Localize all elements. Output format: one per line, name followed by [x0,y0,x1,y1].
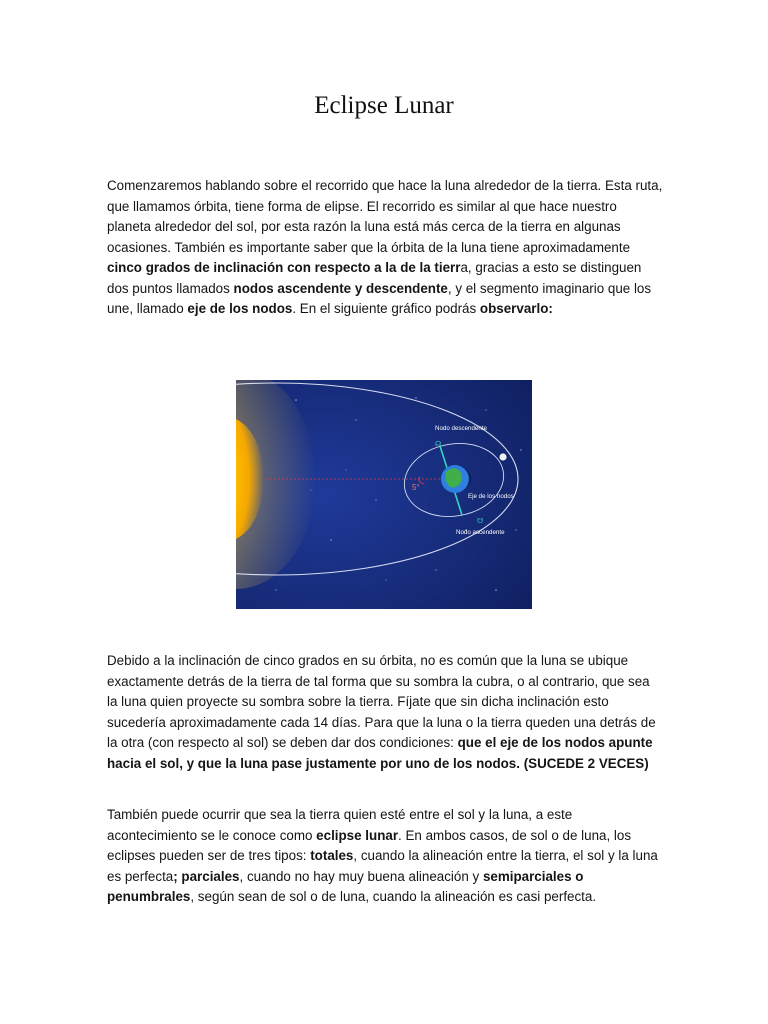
bold-text-run: nodos ascendente y descendente [233,280,448,296]
paragraph-intro [107,176,663,320]
bold-text-run: eje de los nodos [187,301,293,316]
text-run: , según sean de sol o de luna, cuando la alineación es casi perfecta. [190,889,597,904]
label-descending-node: Nodo descendente [435,425,487,432]
bold-text-run: cinco grados de inclinación con respecto a la de la tierr [107,260,461,275]
bold-text-run: eclipse lunar [316,827,399,843]
text-run: Debido a la inclinación de cinco grados en su órbita, no es común que la luna se ubique exactamente detrás de la tierra de tal forma que su sombra la cubra, o al contrario, que sea la luna quien proyecte su sombra sobre la tierra. Fíjate que sin dicha inclinación esto sucedería aproximadamente cada 14 días. Para que la luna o la tierra queden una detrás de la otra (con respecto al sol) se deben dar dos condiciones: [107,653,656,750]
text-run: . En el siguiente gráfico podrás [292,301,480,316]
label-ascending-node: Nodo ascendente [456,529,505,536]
bold-text-run: que el eje de los nodos apunte hacia el sol, y que la luna pase justamente por uno de los nodos. (SUCEDE 2 VECES) [107,735,653,771]
text-run: , y el segmento imaginario que los une, llamado [107,280,652,316]
node-symbol-descending: ☊ [435,440,442,448]
text-run: . En ambos casos, de sol o de luna, los eclipses pueden ser de tres tipos: [107,827,632,863]
bold-text-run: observarlo: [479,301,553,316]
text-run: , cuando no hay muy buena alineación y [239,868,483,884]
paragraph-inclination [107,651,663,774]
text-run: Comenzaremos hablando sobre el recorrido que hace la luna alrededor de la tierra. Esta ruta, que llamamos órbita, tiene forma de elipse. El recorrido es similar al que hace nuestro planeta alrededor del sol, por esta razón la luna está más cerca de la tierra en algunas ocasiones. También es importante saber que la órbita de la luna tiene aproximadamente [107,178,663,255]
lunar-orbit-diagram [236,380,532,609]
bold-text-run: ; parciales [173,868,240,884]
label-axis-of-nodes: Eje de los nodos [468,493,514,500]
moon [499,453,506,460]
angle-label: 5° [412,483,420,492]
text-run: , cuando la alineación entre la tierra, el sol y la luna es perfecta [107,848,658,884]
paragraph-lunar-eclipse [107,805,663,908]
bold-text-run: semiparciales o penumbrales [107,868,584,904]
text-run: También puede ocurrir que sea la tierra quien esté entre el sol y la luna, a este acontecimiento se le conoce como [107,807,573,843]
node-symbol-ascending: ☋ [477,517,484,525]
orbit-diagram-svg [236,380,532,609]
page-title: Eclipse Lunar [314,92,454,119]
bold-text-run: totales [310,848,354,863]
text-run: a, gracias a esto se distinguen dos puntos llamados [107,260,642,296]
